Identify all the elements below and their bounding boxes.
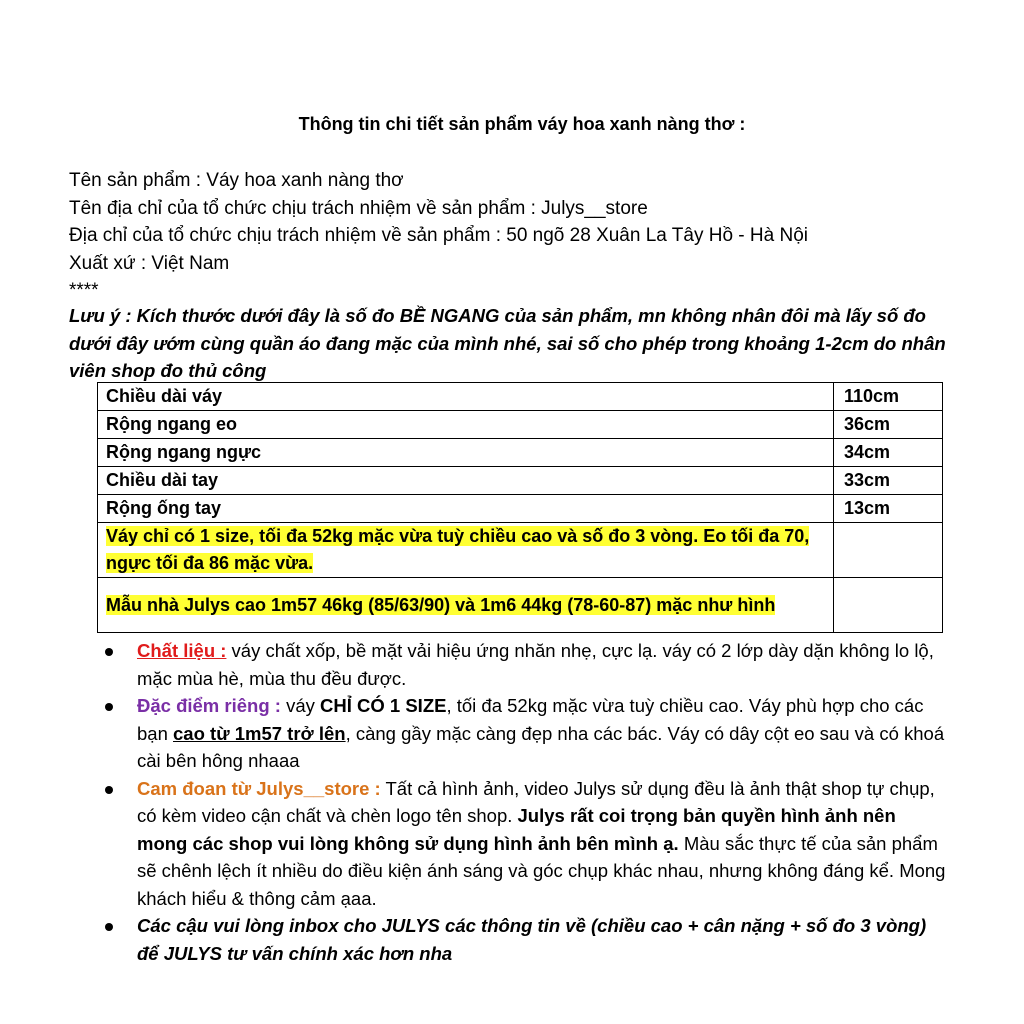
commitment-text-2: Màu sắc thực tế của sản phẩm sẽ chênh lệch ít nhiều do điều kiện ánh sáng và góc chụp khác nhau, nhưng không đáng kể. Mong khách hiểu & thông cảm ạaa. bbox=[137, 832, 946, 909]
product-name-line: Tên sản phẩm : Váy hoa xanh nàng thơ bbox=[69, 170, 404, 191]
empty-cell bbox=[834, 578, 943, 633]
row-label: Rộng ngang ngực bbox=[98, 439, 834, 467]
empty-cell bbox=[834, 523, 943, 578]
commitment-bold: Julys rất coi trọng bản quyền hình ảnh nên mong các shop vui lòng không sử dụng hình ảnh bên mình ạ. bbox=[137, 805, 896, 854]
bullet-dot-icon bbox=[105, 703, 113, 711]
row-label: Rộng ngang eo bbox=[98, 411, 834, 439]
features-text-2: , tối đa 52kg mặc vừa tuỳ chiều cao. Váy phù hợp cho các bạn bbox=[137, 695, 924, 744]
origin-line: Xuất xứ : Việt Nam bbox=[69, 252, 230, 274]
row-label: Chiều dài váy bbox=[98, 383, 834, 411]
features-text-1: váy bbox=[280, 695, 321, 716]
material-text: váy chất xốp, bề mặt vải hiệu ứng nhăn nhẹ, cực lạ. váy có 2 lớp dày dặn không lo lộ, mặc mùa hè, mùa thu đều được. bbox=[137, 640, 934, 689]
contact-text: Các cậu vui lòng inbox cho JULYS các thông tin về (chiều cao + cân nặng + số đo 3 vòng) để JULYS tư vấn chính xác hơn nha bbox=[137, 915, 927, 964]
row-label: Rộng ống tay bbox=[98, 495, 834, 523]
row-value: 34cm bbox=[834, 439, 943, 467]
table-row bbox=[98, 411, 943, 439]
table-row bbox=[98, 467, 943, 495]
model-note-cell bbox=[98, 578, 834, 633]
row-value: 33cm bbox=[834, 467, 943, 495]
detail-bullets bbox=[96, 637, 946, 967]
size-note-highlight: Váy chỉ có 1 size, tối đa 52kg mặc vừa tuỳ chiều cao và số đo 3 vòng. Eo tối đa 70, ngực tối đa 86 mặc vừa. bbox=[106, 526, 810, 573]
bullet-commitment bbox=[96, 775, 946, 913]
commitment-label: Cam đoan từ Julys__store : bbox=[137, 777, 381, 799]
bullet-material bbox=[96, 637, 946, 692]
model-note-highlight: Mẫu nhà Julys cao 1m57 46kg (85/63/90) và 1m6 44kg (78-60-87) mặc như hình bbox=[106, 594, 776, 615]
features-bold-2: cao từ 1m57 trở lên bbox=[173, 722, 346, 744]
measurement-note: Lưu ý : Kích thước dưới đây là số đo BỀ NGANG của sản phẩm, mn không nhân đôi mà lấy số đo dưới đây ướm cùng quần áo đang mặc của mình nhé, sai số cho phép trong khoảng 1-2cm do nhân viên shop đo thủ công bbox=[69, 305, 946, 381]
table-row bbox=[98, 383, 943, 411]
commitment-text-1: Tất cả hình ảnh, video Julys sử dụng đều là ảnh thật shop tự chụp, có kèm video cận chất và chèn logo tên shop. bbox=[137, 777, 935, 826]
features-label: Đặc điểm riêng : bbox=[137, 695, 281, 716]
organization-name-line: Tên địa chỉ của tổ chức chịu trách nhiệm về sản phẩm : Julys__store bbox=[69, 197, 648, 219]
row-value: 110cm bbox=[834, 383, 943, 411]
table-row bbox=[98, 495, 943, 523]
table-row bbox=[98, 523, 943, 578]
row-value: 13cm bbox=[834, 495, 943, 523]
bullet-contact bbox=[96, 912, 946, 967]
row-value: 36cm bbox=[834, 411, 943, 439]
table-row bbox=[98, 578, 943, 633]
table-row bbox=[98, 439, 943, 467]
bullet-dot-icon bbox=[105, 786, 113, 794]
document-title: Thông tin chi tiết sản phẩm váy hoa xanh nàng thơ : bbox=[298, 114, 746, 134]
bullet-features bbox=[96, 692, 946, 775]
features-text-3: , càng gầy mặc càng đẹp nha các bác. Váy có dây cột eo sau và có khoá cài bên hông nhaaa bbox=[137, 722, 945, 771]
bullet-dot-icon bbox=[105, 648, 113, 656]
row-label: Chiều dài tay bbox=[98, 467, 834, 495]
features-bold-1: CHỈ CÓ 1 SIZE bbox=[320, 695, 447, 716]
material-label: Chất liệu : bbox=[137, 640, 227, 661]
product-info bbox=[69, 167, 808, 305]
size-note-cell bbox=[98, 523, 834, 578]
organization-address-line: Địa chỉ của tổ chức chịu trách nhiệm về sản phẩm : 50 ngõ 28 Xuân La Tây Hồ - Hà Nội bbox=[69, 225, 808, 246]
separator-stars: **** bbox=[69, 280, 99, 301]
bullet-dot-icon bbox=[105, 923, 113, 931]
size-table bbox=[97, 382, 943, 633]
